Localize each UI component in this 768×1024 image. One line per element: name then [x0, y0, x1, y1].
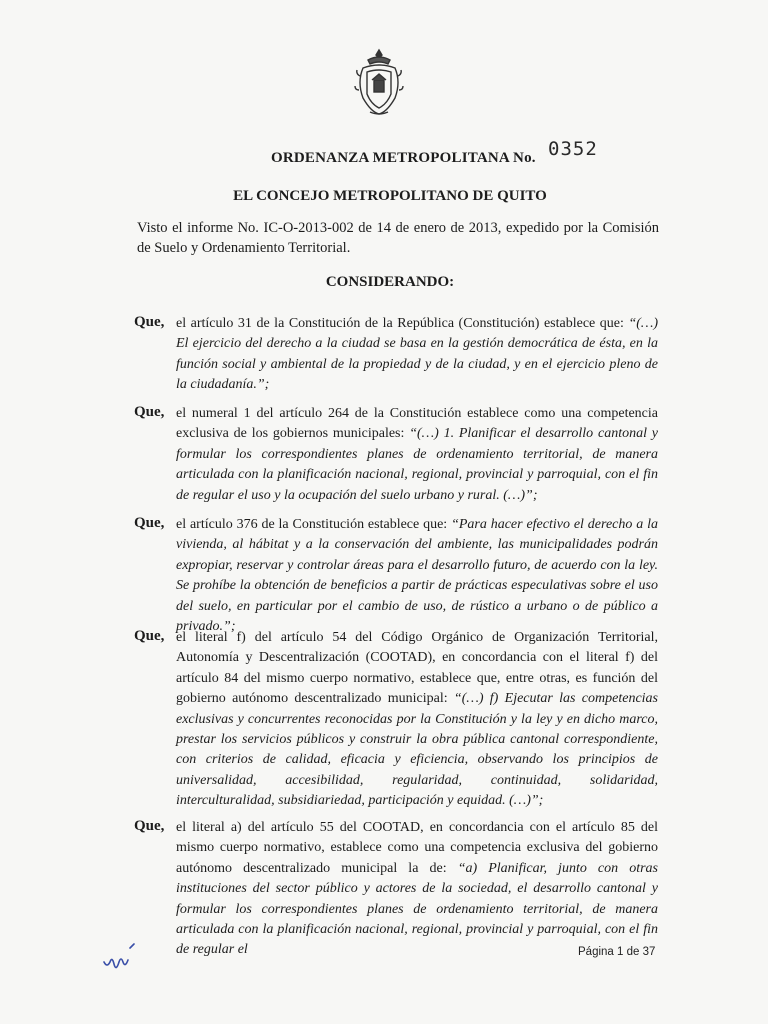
clause-quote: “Para hacer efectivo el derecho a la vivienda, al hábitat y a la conservación del ambiente, las municipalidades podrán expropiar, reservar y controlar áreas para el desarrollo futuro, de acuerdo con la ley. Se prohíbe la obtención de beneficios a partir de prácticas especulativas sobre el uso del suelo, en particular por el cambio de uso, de rústico a urbano o de público a privado.”; [176, 517, 659, 635]
clause-text [176, 818, 658, 961]
clause-label: Que, [134, 628, 165, 644]
clause-quote: “(…) 1. Planificar el desarrollo cantonal y formular los correspondientes planes de ordenamiento territorial, de manera articulada con la planificación nacional, regional, provincial y parroquial, con el fin de regular el uso y la ocupación del suelo urbano y rural. (…)”; [176, 426, 658, 503]
clause-text [176, 314, 658, 396]
clause-quote: “(…) f) Ejecutar las competencias exclusivas y concurrentes reconocidas por la Constitución y la ley y en dicho marco, prestar los servicios públicos y construir la obra pública cantonal correspondiente, con criterios de calidad, eficacia y eficiencia, observando los principios de universalidad, accesibilidad, regularidad, continuidad, solidaridad, interculturalidad, subsidiariedad, participación y equidad. (…)”; [176, 691, 658, 809]
clause-label: Que, [134, 515, 165, 531]
ordinance-title: ORDENANZA METROPOLITANA No. [271, 150, 536, 166]
signature-icon [100, 940, 150, 974]
ordinance-number: 0352 [548, 138, 598, 160]
clause-label: Que, [134, 404, 165, 420]
council-heading: EL CONCEJO METROPOLITANO DE QUITO [233, 188, 547, 204]
clause-plain: el numeral 1 del artículo 264 de la Constitución establece como una competencia exclusiva de los gobiernos municipales: [176, 406, 658, 442]
clause-label: Que, [134, 314, 165, 330]
coat-of-arms-icon [354, 46, 404, 118]
clause-quote: “(…) El ejercicio del derecho a la ciudad se basa en la gestión democrática de ésta, en la función social y ambiental de la propiedad y de la ciudad, y en el ejercicio pleno de la ciudadanía.”; [176, 316, 658, 393]
clause-label: Que, [134, 818, 165, 834]
clause-text [176, 628, 658, 812]
page-number: Página 1 de 37 [578, 946, 656, 958]
clause-plain: el artículo 31 de la Constitución de la República (Constitución) establece que: [176, 316, 629, 331]
clause-quote: “a) Planificar, junto con otras instituciones del sector público y actores de la sociedad, el desarrollo cantonal y formular los correspondientes planes de ordenamiento territorial, de manera articulada con la planificación nacional, regional, provincial y parroquial, con el fin de regular el [176, 860, 659, 958]
clause-text [176, 404, 658, 506]
considerando-heading: CONSIDERANDO: [325, 274, 455, 290]
clause-text [176, 515, 658, 637]
clause-plain: el artículo 376 de la Constitución establece que: [176, 517, 452, 532]
clause-plain: el literal f) del artículo 54 del Código Orgánico de Organización Territorial, Autonomía y Descentralización (COOTAD), en concordancia con el literal f) del artículo 84 del mismo cuerpo normativo, establece que, entre otras, es función del gobierno autónomo descentralizado municipal: [176, 630, 658, 707]
intro-paragraph: Visto el informe No. IC-O-2013-002 de 14 de enero de 2013, expedido por la Comisión de Suelo y Ordenamiento Territorial. [137, 220, 659, 256]
clause-plain: el literal a) del artículo 55 del COOTAD, en concordancia con el artículo 85 del mismo cuerpo normativo, establece como una competencia exclusiva del gobierno autónomo descentralizado municipal la de: [176, 820, 658, 876]
